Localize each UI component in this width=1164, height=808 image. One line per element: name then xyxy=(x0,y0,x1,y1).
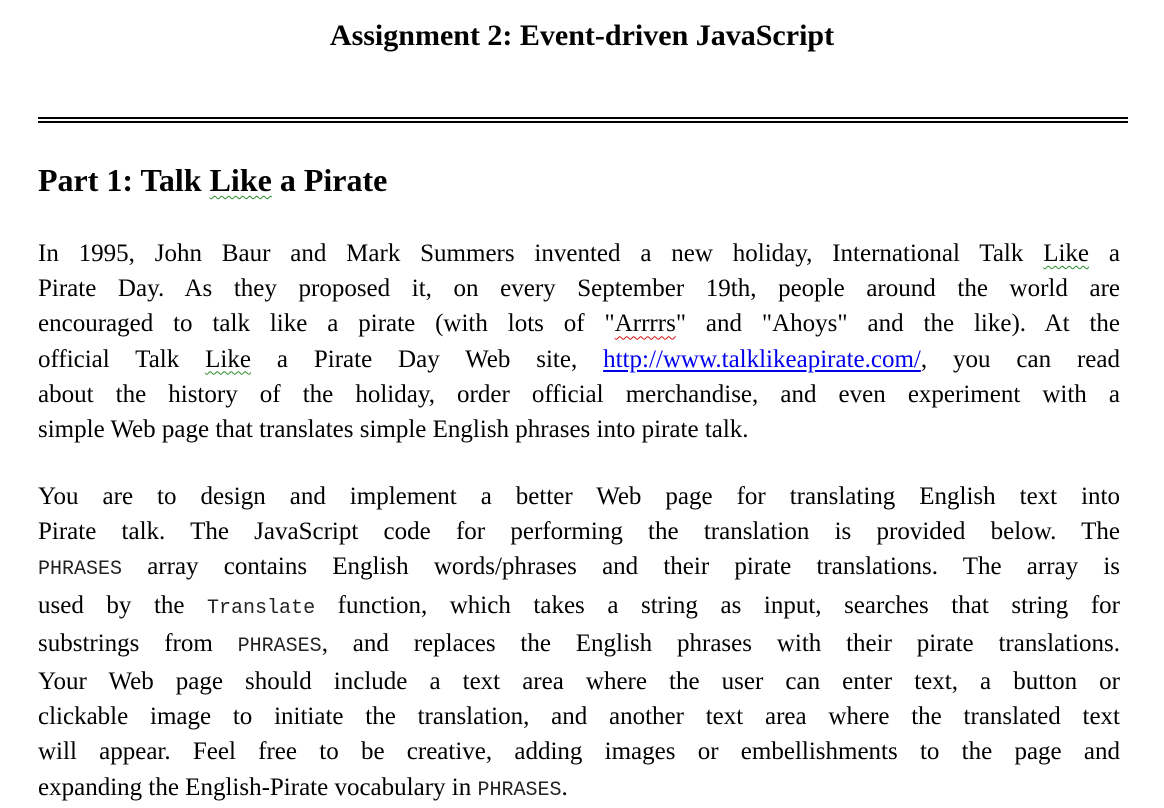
paragraph-line: In 1995, John Baur and Mark Summers invented a new holiday, International Talk Like a xyxy=(38,240,1120,267)
paragraph-line: clickable image to initiate the translation, and another text area where the translated text xyxy=(38,703,1120,731)
code-translate: Translate xyxy=(207,596,316,620)
document-title: Assignment 2: Event-driven JavaScript xyxy=(329,19,835,52)
heading-text-start: Part 1: Talk xyxy=(38,162,210,198)
paragraph-line: substrings from PHRASES, and replaces the English phrases with their pirate translations. xyxy=(38,629,1120,658)
paragraph-line: used by the Translate function, which takes a string as input, searches that string for xyxy=(38,591,1120,620)
paragraph-line: encouraged to talk like a pirate (with lots of "Arrrrs" and "Ahoys" and the like). At the xyxy=(38,310,1121,338)
paragraph-line: PHRASES array contains English words/phrases and their pirate translations. The array is xyxy=(38,553,1120,582)
heading-word-like: Like xyxy=(209,162,272,198)
talk-like-a-pirate-link[interactable]: http://www.talklikeapirate.com/ xyxy=(603,345,921,373)
word-like: Like xyxy=(1043,240,1090,267)
paragraph-line: will appear. Feel free to be creative, adding images or embellishments to the page and xyxy=(38,738,1120,766)
section-heading xyxy=(38,160,387,200)
heading-text-end: a Pirate xyxy=(271,162,388,198)
paragraph-line: Pirate talk. The JavaScript code for performing the translation is provided below. The xyxy=(38,518,1120,546)
paragraph-line: official Talk Like a Pirate Day Web site, http://www.talklikeapirate.com/, you can read xyxy=(38,345,1120,373)
paragraph-line: You are to design and implement a better Web page for translating English text into xyxy=(38,483,1120,510)
paragraph-line: simple Web page that translates simple English phrases into pirate talk. xyxy=(38,416,749,444)
title-divider xyxy=(38,117,1128,123)
paragraph-line: Pirate Day. As they proposed it, on every September 19th, people around the world are xyxy=(38,275,1120,303)
word-arrrrs: Arrrrs xyxy=(614,310,676,338)
word-like: Like xyxy=(205,345,251,373)
paragraph-task xyxy=(38,479,1120,808)
paragraph-line: Your Web page should include a text area where the user can enter text, a button or xyxy=(38,668,1120,696)
paragraph-intro xyxy=(38,236,1120,447)
paragraph-line: expanding the English-Pirate vocabulary in PHRASES. xyxy=(38,773,568,802)
code-phrases: PHRASES xyxy=(237,634,322,658)
code-phrases: PHRASES xyxy=(477,778,562,802)
code-phrases: PHRASES xyxy=(38,558,123,582)
paragraph-line: about the history of the holiday, order official merchandise, and even experiment with a xyxy=(38,380,1120,408)
